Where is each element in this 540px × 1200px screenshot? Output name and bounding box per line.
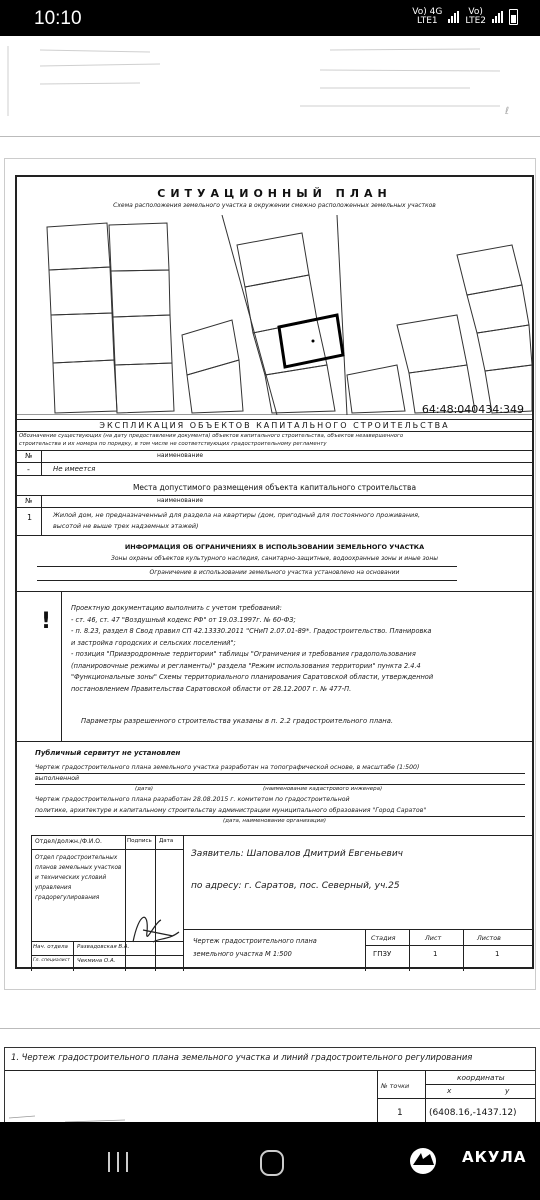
tb-drawing-line2: земельного участка М 1:500 xyxy=(193,950,292,958)
sim2-indicator: Vo) LTE2 xyxy=(465,7,486,26)
tb-head-sign: Подпись xyxy=(127,838,152,844)
requirement-line: и застройка городских и сельских поселений"; xyxy=(71,638,236,647)
tb-role2: Гл. специалист xyxy=(33,958,70,963)
organization-caption: (дата, наименование организации) xyxy=(223,818,326,824)
signal-icon xyxy=(492,11,503,23)
places-col-num: № xyxy=(25,497,33,505)
places-row-num: 1 xyxy=(27,513,33,522)
col-y: y xyxy=(505,1086,510,1095)
explication-note-line2: строительства и их номера по порядку, в том числе не соответствующих градостроительному регламенту xyxy=(19,441,327,447)
topo-line1: Чертеж градостроительного плана земельного участка разработан на топографической основе, в масштабе (1:500) xyxy=(35,764,420,771)
places-col-name: наименование xyxy=(157,497,204,504)
document-page xyxy=(4,158,536,990)
status-bar xyxy=(0,0,540,36)
requirement-line: "Функциональные зоны" Схемы территориального планирования Саратовской области, утвержденной xyxy=(71,673,434,681)
sim1-indicator: Vo) 4G LTE1 xyxy=(412,7,443,26)
explication-row-value: Не имеется xyxy=(53,465,96,473)
topo-line2: выполненной xyxy=(35,775,80,782)
col-coordinates: координаты xyxy=(457,1073,505,1082)
tb-sheet: 1 xyxy=(433,950,438,958)
engineer-caption: (наименование кадастрового инженера) xyxy=(263,786,383,792)
previous-page-fragment xyxy=(0,36,540,137)
document-frame xyxy=(15,175,534,969)
restrictions-line2: Ограничение в использовании земельного участка установлено на основании xyxy=(149,569,400,576)
requirement-line: (планировочные режимы и регламенты)" раздела "Режим использования территории" пункта 2.4.4 xyxy=(71,661,421,670)
previous-page-scribbles xyxy=(0,36,540,136)
tb-head-dept: Отдел/должн./Ф.И.О. xyxy=(35,838,102,845)
requirement-line: - п. 8.23, раздел 8 Свод правил СП 42.13330.2011 "СНиП 2.07.01-89*. Градостроительство. Планировка xyxy=(71,627,432,635)
clock: 10:10 xyxy=(34,8,82,29)
situation-map xyxy=(17,215,532,415)
tb-drawing-line1: Чертеж градостроительного плана xyxy=(193,937,317,945)
requirement-line: постановлением Правительства Саратовской области от 28.12.2007 г. № 477-П. xyxy=(71,684,352,693)
home-button[interactable] xyxy=(260,1150,284,1176)
recent-apps-button[interactable] xyxy=(108,1152,128,1172)
document-viewer[interactable] xyxy=(0,36,540,1122)
tb-applicant: Заявитель: Шаповалов Дмитрий Евгеньевич xyxy=(191,849,403,859)
tb-head-date: Дата xyxy=(159,838,174,844)
target-parcel xyxy=(279,315,343,367)
servitude-note: Публичный сервитут не установлен xyxy=(35,749,181,757)
plan-subtitle: Схема расположения земельного участка в окружении смежно расположенных земельных участков xyxy=(113,202,436,209)
row-point: 1 xyxy=(397,1108,403,1118)
tb-head-sheet: Лист xyxy=(425,934,442,942)
tb-head-stage: Стадия xyxy=(371,934,396,942)
next-page-table xyxy=(4,1047,536,1122)
next-page-fragment xyxy=(0,1028,540,1122)
tb-stage: ГПЗУ xyxy=(373,950,392,958)
explication-row-num: - xyxy=(27,465,30,474)
requirement-line: - ст. 46, ст. 47 "Воздушный кодекс РФ" от 19.03.1997г. № 60-ФЗ; xyxy=(71,615,296,624)
tb-sheets: 1 xyxy=(495,950,500,958)
department-line: планов земельных участков xyxy=(35,865,122,871)
department-line: управления xyxy=(35,885,72,891)
svg-text:ℓ: ℓ xyxy=(505,106,510,117)
places-row-line1: Жилой дом, не предназначенный для раздела на квартиры (дом, пригодный для постоянного проживания, xyxy=(53,511,421,519)
col-point: № точки xyxy=(381,1082,410,1090)
tb-address: по адресу: г. Саратов, пос. Северный, уч.25 xyxy=(191,881,400,891)
explication-note-line1: Обозначение существующих (на дату предоставления документа) объектов капитального строительства, объектов незавершенного xyxy=(19,433,404,439)
requirements-text xyxy=(71,603,526,695)
watermark-brand: АКУЛА xyxy=(462,1148,527,1166)
navigation-bar xyxy=(0,1122,540,1200)
development-line1: Чертеж градостроительного плана разработан 28.08.2015 г. комитетом по градостроительной xyxy=(35,796,350,803)
development-line2: политике, архитектуре и капитальному строительству администрации муниципального образования "Город Саратов" xyxy=(35,807,427,814)
explication-col-name: наименование xyxy=(157,452,204,459)
requirements-params: Параметры разрешенного строительства указаны в п. 2.2 градостроительного плана. xyxy=(81,717,394,725)
places-row-line2: высотой не выше трех надземных этажей) xyxy=(53,522,199,530)
cadastral-number: 64:48:040434:349 xyxy=(421,403,524,416)
department-line: градорегулирования xyxy=(35,895,100,901)
requirement-line: - позиция "Приаэродромные территории" таблицы "Ограничения и требования градопользования xyxy=(71,650,416,658)
places-header: Места допустимого размещения объекта капитального строительства xyxy=(132,483,417,492)
explication-col-num: № xyxy=(25,452,33,460)
restrictions-line1: Зоны охраны объектов культурного наследия, санитарно-защитные, водоохранные зоны и иные зоны xyxy=(111,555,438,562)
row-coordinates: (6408.16,-1437.12) xyxy=(429,1108,517,1118)
tb-name1: Развадовская В.А. xyxy=(77,944,130,950)
col-x: x xyxy=(447,1086,452,1095)
next-page-heading: 1. Чертеж градостроительного плана земельного участка и линий градостроительного регулирования xyxy=(11,1052,473,1062)
restrictions-header: ИНФОРМАЦИЯ ОБ ОГРАНИЧЕНИЯХ В ИСПОЛЬЗОВАНИИ ЗЕМЕЛЬНОГО УЧАСТКА xyxy=(124,543,425,551)
tb-name2: Чекмина О.А. xyxy=(77,958,116,964)
signal-icon xyxy=(448,11,459,23)
shark-logo-icon xyxy=(408,1146,442,1176)
tb-role1: Нач. отдела xyxy=(33,944,68,950)
attention-mark: ! xyxy=(41,609,52,634)
department-line: и технических условий xyxy=(35,875,107,881)
explication-header: ЭКСПЛИКАЦИЯ ОБЪЕКТОВ КАПИТАЛЬНОГО СТРОИТЕЛЬСТВА xyxy=(99,421,450,430)
tb-head-sheets: Листов xyxy=(477,934,501,942)
plan-title: СИТУАЦИОННЫЙ ПЛАН xyxy=(157,187,392,200)
status-icons xyxy=(412,8,518,26)
next-page-scribbles xyxy=(5,1112,377,1122)
signature-image xyxy=(125,902,185,952)
battery-icon xyxy=(509,9,518,25)
requirement-line: Проектную документацию выполнить с учетом требований: xyxy=(71,604,282,612)
tb-department xyxy=(35,853,121,903)
department-line: Отдел градостроительных xyxy=(35,855,118,861)
date-caption: (дата) xyxy=(135,786,154,792)
